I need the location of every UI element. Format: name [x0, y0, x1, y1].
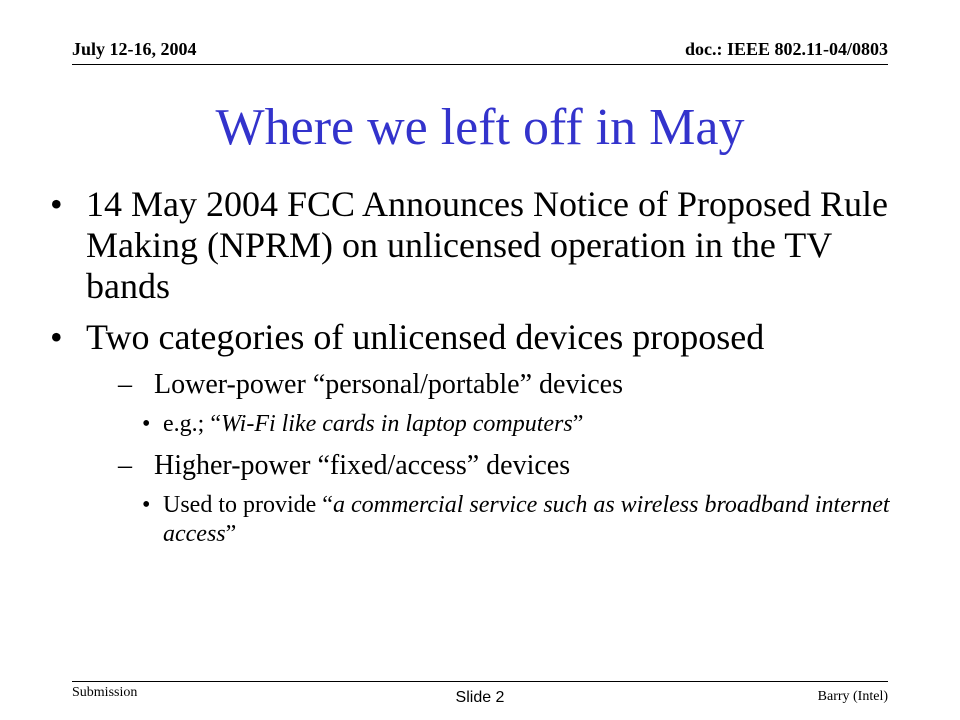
bullet-text: Two categories of unlicensed devices proposed: [86, 317, 765, 357]
example-quote: a commercial service such as wireless broadband internet access: [163, 492, 890, 547]
bullet-dot-icon: •: [50, 317, 63, 357]
slide-title: Where we left off in May: [215, 99, 745, 156]
bullet-nprm: [48, 184, 908, 307]
example-quote: Wi-Fi like cards in laptop computers: [220, 411, 573, 437]
sub-bullet-text: Higher-power “fixed/access” devices: [154, 450, 571, 481]
sub-bullet-personal-portable: [48, 368, 908, 402]
sub-bullet-text: Lower-power “personal/portable” devices: [154, 369, 623, 400]
bullet-text: 14 May 2004 FCC Announces Notice of Proposed Rule Making (NPRM) on unlicensed operation in the TV bands: [86, 184, 888, 306]
example-fixed-access: [48, 491, 903, 549]
footer-submission: Submission: [72, 685, 138, 700]
example-suffix: ”: [572, 411, 584, 437]
bullet-categories: [48, 317, 908, 358]
header-rule: [72, 64, 888, 65]
example-prefix: Used to provide “: [163, 492, 333, 518]
sub-bullet-fixed-access: [48, 449, 908, 483]
slide-body: [48, 184, 908, 559]
slide-number: Slide 2: [455, 689, 505, 706]
footer-rule: [72, 681, 888, 682]
bullet-dot-icon: •: [142, 492, 151, 518]
dash-marker-icon: –: [118, 369, 132, 400]
dash-marker-icon: –: [118, 450, 132, 481]
example-suffix: ”: [225, 521, 237, 547]
bullet-dot-icon: •: [50, 184, 63, 224]
footer-author: Barry (Intel): [817, 689, 888, 704]
header-doc-id: doc.: IEEE 802.11-04/0803: [684, 39, 888, 59]
bullet-dot-icon: •: [142, 411, 151, 437]
example-prefix: e.g.; “: [163, 411, 221, 437]
header-date: July 12-16, 2004: [72, 39, 197, 59]
example-personal-portable: [48, 410, 903, 439]
